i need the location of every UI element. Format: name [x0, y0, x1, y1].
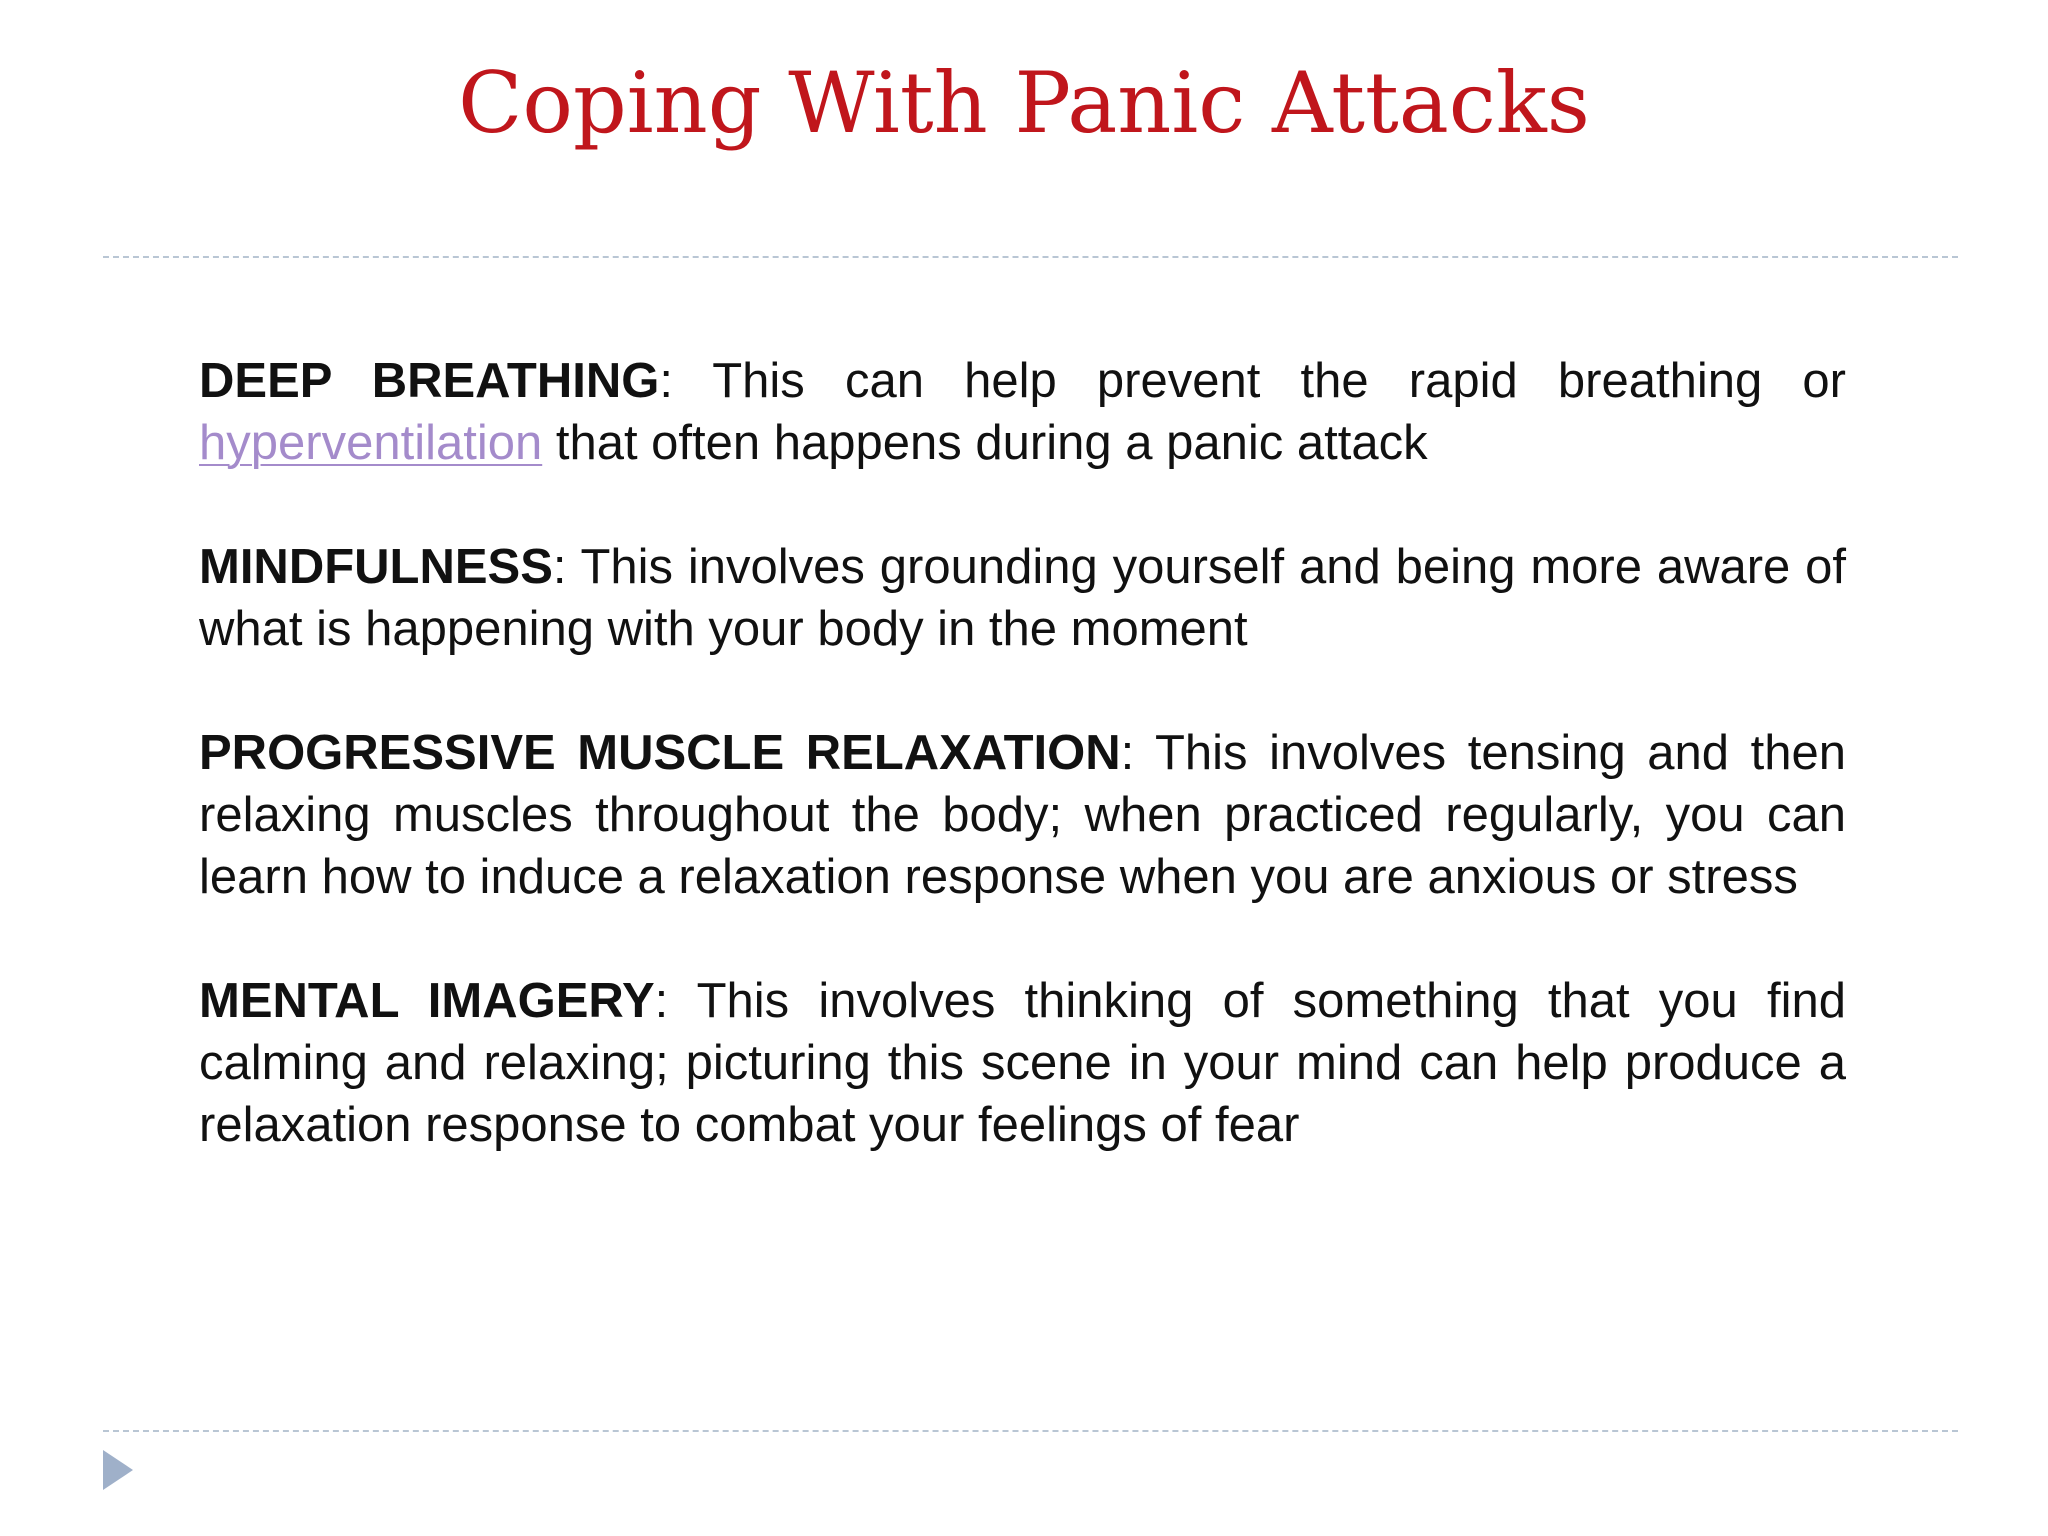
paragraph-mental-imagery: [199, 970, 1846, 1156]
paragraph-text: that often happens during a panic attack: [542, 416, 1428, 470]
colon: :: [659, 354, 673, 408]
paragraph-text: This involves grounding yourself and being more aware of what is happening with your body in the moment: [199, 540, 1846, 656]
colon: :: [552, 540, 567, 594]
paragraph-progressive-muscle-relaxation: [199, 722, 1846, 908]
colon: :: [1120, 726, 1135, 780]
top-divider: [103, 256, 1958, 258]
slide-title: Coping With Panic Attacks: [458, 54, 1590, 152]
paragraph-text: This involves thinking of something that you find calming and relaxing; picturing this scene in your mind can help produce a relaxation response to combat your feelings of fear: [199, 974, 1846, 1152]
play-arrow-icon[interactable]: [103, 1450, 133, 1490]
term-mindfulness: MINDFULNESS: [199, 540, 553, 594]
bottom-divider: [103, 1430, 1958, 1432]
paragraph-text: This involves tensing and then relaxing muscles throughout the body; when practiced regularly, you can learn how to induce a relaxation response when you are anxious or stress: [199, 726, 1846, 904]
slide-body: [199, 350, 1846, 1218]
term-mental-imagery: MENTAL IMAGERY: [199, 974, 655, 1028]
hyperventilation-link[interactable]: hyperventilation: [199, 416, 543, 470]
term-deep-breathing: DEEP BREATHING: [199, 354, 660, 408]
paragraph-mindfulness: [199, 536, 1846, 660]
paragraph-deep-breathing: [199, 350, 1846, 474]
colon: :: [654, 974, 669, 1028]
term-progressive-muscle-relaxation: PROGRESSIVE MUSCLE RELAXATION: [199, 726, 1121, 780]
paragraph-text: This can help prevent the rapid breathing or: [672, 354, 1846, 408]
